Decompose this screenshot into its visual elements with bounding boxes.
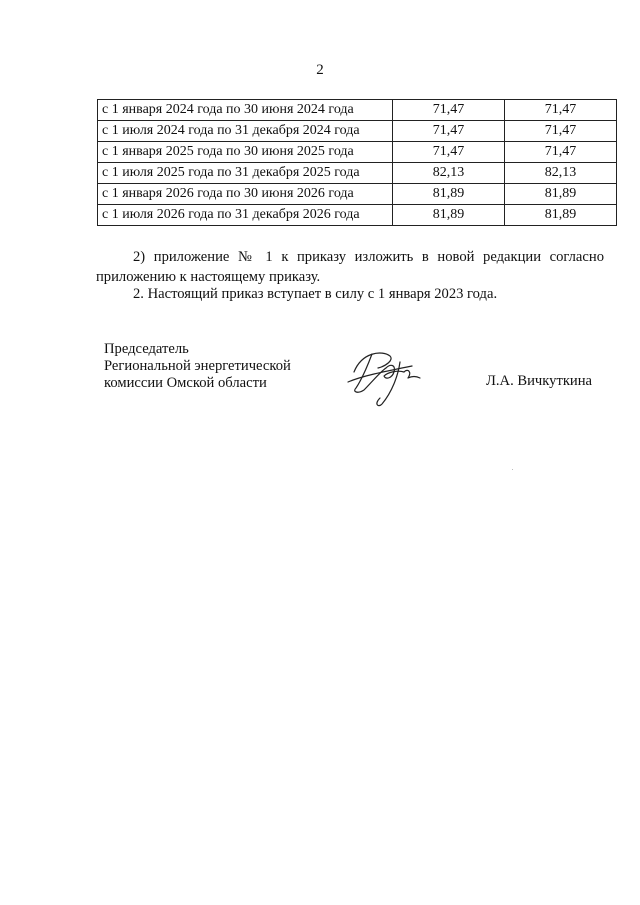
value-1-cell: 71,47 <box>393 100 505 121</box>
value-2-cell: 82,13 <box>505 163 617 184</box>
paragraph-clause-2: 2. Настоящий приказ вступает в силу с 1 января 2023 года. <box>133 286 498 302</box>
value-1-cell: 82,13 <box>393 163 505 184</box>
value-2-cell: 81,89 <box>505 205 617 226</box>
table-row <box>98 100 617 121</box>
period-cell: с 1 июля 2026 года по 31 декабря 2026 года <box>98 205 393 226</box>
position-line-3: комиссии Омской области <box>104 375 267 391</box>
period-cell: с 1 июля 2024 года по 31 декабря 2024 года <box>98 121 393 142</box>
table-row <box>98 184 617 205</box>
value-2-cell: 71,47 <box>505 142 617 163</box>
value-1-cell: 81,89 <box>393 205 505 226</box>
signatory-name: Л.А. Вичкуткина <box>486 373 593 389</box>
value-1-cell: 81,89 <box>393 184 505 205</box>
page-number: 2 <box>316 62 324 78</box>
paragraph-item-2: 2) приложение № 1 к приказу изложить в новой редакции согласно приложению к настоящему приказу. <box>96 249 604 285</box>
position-line-1: Председатель <box>104 341 189 357</box>
value-2-cell: 71,47 <box>505 121 617 142</box>
value-2-cell: 71,47 <box>505 100 617 121</box>
scan-speck <box>512 469 513 470</box>
period-cell: с 1 января 2025 года по 30 июня 2025 года <box>98 142 393 163</box>
value-2-cell: 81,89 <box>505 184 617 205</box>
table-row <box>98 121 617 142</box>
period-cell: с 1 июля 2025 года по 31 декабря 2025 года <box>98 163 393 184</box>
period-cell: с 1 января 2024 года по 30 июня 2024 года <box>98 100 393 121</box>
table-row <box>98 205 617 226</box>
value-1-cell: 71,47 <box>393 142 505 163</box>
handwritten-signature <box>342 342 432 410</box>
period-cell: с 1 января 2026 года по 30 июня 2026 года <box>98 184 393 205</box>
signatory-position <box>104 341 291 392</box>
table-row <box>98 163 617 184</box>
value-1-cell: 71,47 <box>393 121 505 142</box>
position-line-2: Региональной энергетической <box>104 358 291 374</box>
tariff-table <box>97 99 617 226</box>
table-row <box>98 142 617 163</box>
